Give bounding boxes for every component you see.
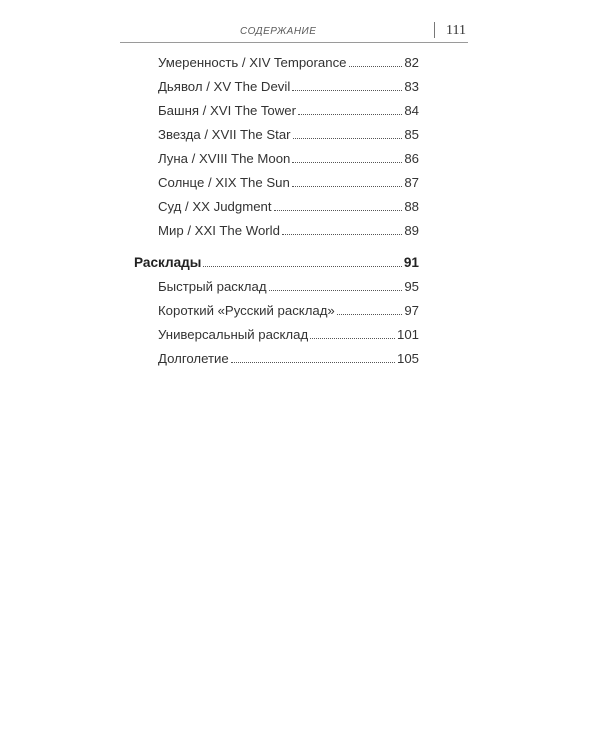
header-page-number: 111 (446, 23, 466, 38)
toc-leader-dots (310, 337, 395, 339)
toc-entry[interactable] (158, 199, 419, 214)
toc-section-page: 91 (403, 255, 419, 270)
toc-entry-label: Умеренность / XIV Temporance (158, 55, 347, 70)
toc-entry-page: 87 (404, 175, 419, 190)
toc-leader-dots (231, 361, 395, 363)
toc-entry[interactable] (158, 279, 419, 294)
toc-entry[interactable] (158, 127, 419, 142)
toc-entry-label: Универсальный расклад (158, 327, 309, 342)
toc-entry-label: Короткий «Русский расклад» (158, 303, 335, 318)
running-header (120, 22, 468, 44)
header-divider (434, 22, 435, 38)
toc-entry-label: Звезда / XVII The Star (158, 127, 291, 142)
toc-leader-dots (292, 161, 402, 163)
toc-leader-dots (274, 209, 403, 211)
toc-entry-page: 88 (404, 199, 419, 214)
toc-entry-page: 85 (404, 127, 419, 142)
toc-leader-dots (282, 233, 402, 235)
toc-leader-dots (349, 65, 403, 67)
toc-entry[interactable] (158, 55, 419, 70)
toc-entry-label: Солнце / XIX The Sun (158, 175, 290, 190)
toc-entry-page: 89 (404, 223, 419, 238)
toc-entry-label: Мир / XXI The World (158, 223, 280, 238)
header-title: СОДЕРЖАНИЕ (240, 26, 317, 37)
toc-entry-page: 84 (404, 103, 419, 118)
toc-entry[interactable] (158, 327, 419, 342)
toc-entry-label: Долголетие (158, 351, 229, 366)
toc-entry-label: Луна / XVIII The Moon (158, 151, 291, 166)
toc-leader-dots (292, 185, 403, 187)
toc-leader-dots (203, 265, 401, 267)
toc-entry[interactable] (158, 175, 419, 190)
toc-leader-dots (292, 89, 402, 91)
toc-entry-page: 83 (404, 79, 419, 94)
toc-entry-label: Башня / XVI The Tower (158, 103, 296, 118)
toc-entry-label: Быстрый расклад (158, 279, 267, 294)
toc-entry-label: Суд / XX Judgment (158, 199, 272, 214)
toc-section-entry[interactable] (134, 255, 419, 270)
toc-entry-page: 95 (404, 279, 419, 294)
toc-entry-page: 97 (404, 303, 419, 318)
toc-entry[interactable] (158, 351, 419, 366)
header-rule (120, 42, 468, 43)
toc-leader-dots (337, 313, 403, 315)
toc-entry-page: 86 (404, 151, 419, 166)
toc-entry[interactable] (158, 303, 419, 318)
toc-entry-label: Дьявол / XV The Devil (158, 79, 291, 94)
toc-leader-dots (293, 137, 403, 139)
toc-entry-page: 105 (396, 351, 419, 366)
toc-section-label: Расклады (134, 255, 202, 270)
toc-leader-dots (269, 289, 403, 291)
toc-entry[interactable] (158, 151, 419, 166)
toc-entry[interactable] (158, 79, 419, 94)
toc-entry-page: 82 (404, 55, 419, 70)
toc-entry[interactable] (158, 103, 419, 118)
toc-entry[interactable] (158, 223, 419, 238)
toc-entry-page: 101 (396, 327, 419, 342)
toc-leader-dots (298, 113, 402, 115)
